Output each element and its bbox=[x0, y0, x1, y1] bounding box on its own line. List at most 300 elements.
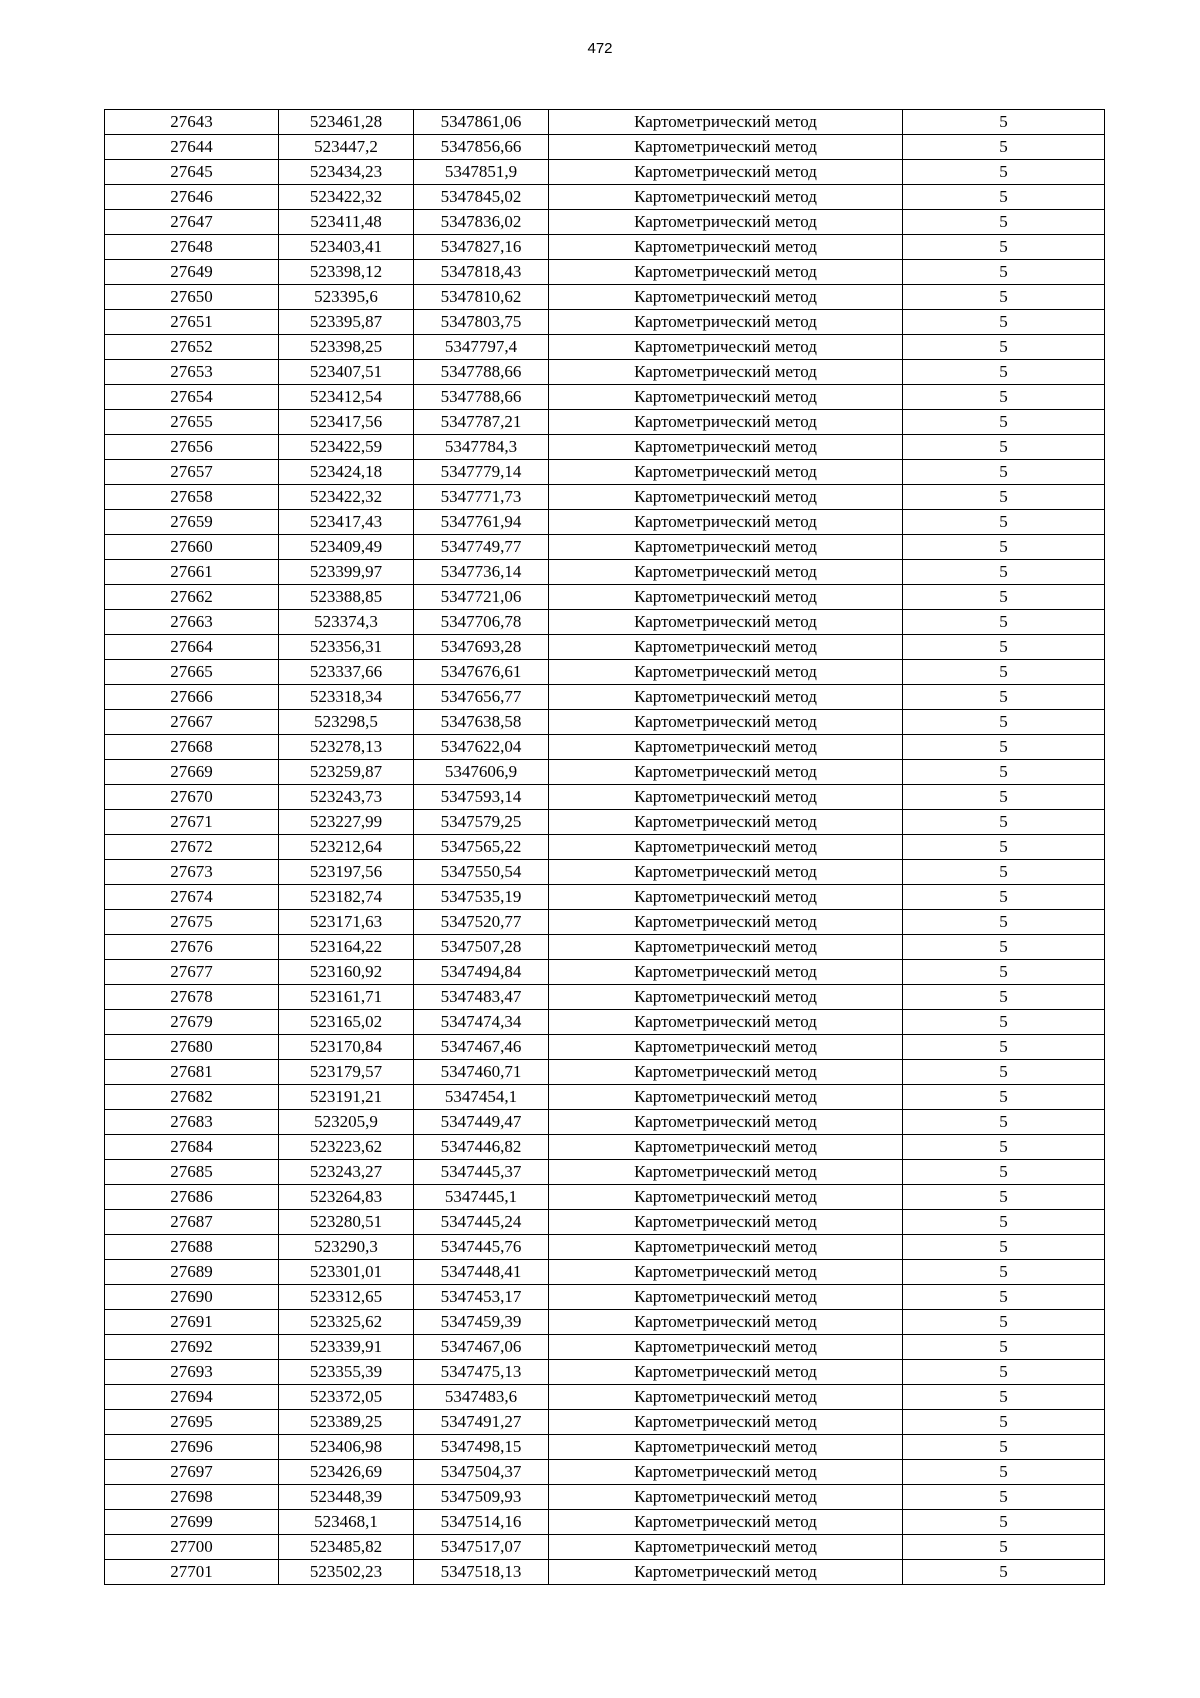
table-row bbox=[105, 1285, 1105, 1310]
point-number-cell: 27675 bbox=[105, 910, 279, 935]
table-row bbox=[105, 935, 1105, 960]
method-cell: Картометрический метод bbox=[549, 810, 903, 835]
x-coordinate-cell: 523409,49 bbox=[279, 535, 414, 560]
method-cell: Картометрический метод bbox=[549, 1410, 903, 1435]
x-coordinate-cell: 523339,91 bbox=[279, 1335, 414, 1360]
point-number-cell: 27674 bbox=[105, 885, 279, 910]
y-coordinate-cell: 5347818,43 bbox=[414, 260, 549, 285]
x-coordinate-cell: 523165,02 bbox=[279, 1010, 414, 1035]
method-cell: Картометрический метод bbox=[549, 310, 903, 335]
accuracy-cell: 5 bbox=[903, 460, 1105, 485]
method-cell: Картометрический метод bbox=[549, 1435, 903, 1460]
point-number-cell: 27694 bbox=[105, 1385, 279, 1410]
point-number-cell: 27666 bbox=[105, 685, 279, 710]
accuracy-cell: 5 bbox=[903, 1485, 1105, 1510]
method-cell: Картометрический метод bbox=[549, 735, 903, 760]
method-cell: Картометрический метод bbox=[549, 335, 903, 360]
method-cell: Картометрический метод bbox=[549, 1510, 903, 1535]
table-row bbox=[105, 1110, 1105, 1135]
x-coordinate-cell: 523388,85 bbox=[279, 585, 414, 610]
y-coordinate-cell: 5347445,1 bbox=[414, 1185, 549, 1210]
table-row bbox=[105, 1460, 1105, 1485]
point-number-cell: 27683 bbox=[105, 1110, 279, 1135]
point-number-cell: 27699 bbox=[105, 1510, 279, 1535]
table-row bbox=[105, 510, 1105, 535]
x-coordinate-cell: 523312,65 bbox=[279, 1285, 414, 1310]
x-coordinate-cell: 523325,62 bbox=[279, 1310, 414, 1335]
accuracy-cell: 5 bbox=[903, 1185, 1105, 1210]
table-row bbox=[105, 635, 1105, 660]
accuracy-cell: 5 bbox=[903, 260, 1105, 285]
accuracy-cell: 5 bbox=[903, 660, 1105, 685]
table-row bbox=[105, 110, 1105, 135]
y-coordinate-cell: 5347460,71 bbox=[414, 1060, 549, 1085]
y-coordinate-cell: 5347706,78 bbox=[414, 610, 549, 635]
accuracy-cell: 5 bbox=[903, 1385, 1105, 1410]
table-row bbox=[105, 1235, 1105, 1260]
y-coordinate-cell: 5347788,66 bbox=[414, 360, 549, 385]
point-number-cell: 27686 bbox=[105, 1185, 279, 1210]
method-cell: Картометрический метод bbox=[549, 1260, 903, 1285]
x-coordinate-cell: 523243,27 bbox=[279, 1160, 414, 1185]
table-row bbox=[105, 1210, 1105, 1235]
point-number-cell: 27670 bbox=[105, 785, 279, 810]
y-coordinate-cell: 5347810,62 bbox=[414, 285, 549, 310]
method-cell: Картометрический метод bbox=[549, 410, 903, 435]
x-coordinate-cell: 523290,3 bbox=[279, 1235, 414, 1260]
accuracy-cell: 5 bbox=[903, 1210, 1105, 1235]
x-coordinate-cell: 523468,1 bbox=[279, 1510, 414, 1535]
x-coordinate-cell: 523223,62 bbox=[279, 1135, 414, 1160]
table-row bbox=[105, 410, 1105, 435]
table-row bbox=[105, 1435, 1105, 1460]
point-number-cell: 27682 bbox=[105, 1085, 279, 1110]
accuracy-cell: 5 bbox=[903, 1010, 1105, 1035]
point-number-cell: 27701 bbox=[105, 1560, 279, 1585]
table-row bbox=[105, 1135, 1105, 1160]
x-coordinate-cell: 523318,34 bbox=[279, 685, 414, 710]
method-cell: Картометрический метод bbox=[549, 185, 903, 210]
accuracy-cell: 5 bbox=[903, 310, 1105, 335]
y-coordinate-cell: 5347445,76 bbox=[414, 1235, 549, 1260]
table-row bbox=[105, 1410, 1105, 1435]
point-number-cell: 27692 bbox=[105, 1335, 279, 1360]
accuracy-cell: 5 bbox=[903, 135, 1105, 160]
y-coordinate-cell: 5347445,24 bbox=[414, 1210, 549, 1235]
y-coordinate-cell: 5347856,66 bbox=[414, 135, 549, 160]
accuracy-cell: 5 bbox=[903, 485, 1105, 510]
point-number-cell: 27668 bbox=[105, 735, 279, 760]
y-coordinate-cell: 5347638,58 bbox=[414, 710, 549, 735]
method-cell: Картометрический метод bbox=[549, 1110, 903, 1135]
table-row bbox=[105, 910, 1105, 935]
y-coordinate-cell: 5347459,39 bbox=[414, 1310, 549, 1335]
point-number-cell: 27658 bbox=[105, 485, 279, 510]
method-cell: Картометрический метод bbox=[549, 1335, 903, 1360]
method-cell: Картометрический метод bbox=[549, 610, 903, 635]
point-number-cell: 27665 bbox=[105, 660, 279, 685]
method-cell: Картометрический метод bbox=[549, 135, 903, 160]
x-coordinate-cell: 523170,84 bbox=[279, 1035, 414, 1060]
table-row bbox=[105, 285, 1105, 310]
point-number-cell: 27659 bbox=[105, 510, 279, 535]
accuracy-cell: 5 bbox=[903, 1035, 1105, 1060]
y-coordinate-cell: 5347475,13 bbox=[414, 1360, 549, 1385]
accuracy-cell: 5 bbox=[903, 1535, 1105, 1560]
accuracy-cell: 5 bbox=[903, 1260, 1105, 1285]
table-row bbox=[105, 860, 1105, 885]
table-row bbox=[105, 1335, 1105, 1360]
point-number-cell: 27644 bbox=[105, 135, 279, 160]
accuracy-cell: 5 bbox=[903, 335, 1105, 360]
method-cell: Картометрический метод bbox=[549, 885, 903, 910]
y-coordinate-cell: 5347851,9 bbox=[414, 160, 549, 185]
method-cell: Картометрический метод bbox=[549, 110, 903, 135]
x-coordinate-cell: 523395,6 bbox=[279, 285, 414, 310]
y-coordinate-cell: 5347803,75 bbox=[414, 310, 549, 335]
point-number-cell: 27669 bbox=[105, 760, 279, 785]
accuracy-cell: 5 bbox=[903, 685, 1105, 710]
method-cell: Картометрический метод bbox=[549, 1485, 903, 1510]
y-coordinate-cell: 5347579,25 bbox=[414, 810, 549, 835]
accuracy-cell: 5 bbox=[903, 1335, 1105, 1360]
table-row bbox=[105, 1160, 1105, 1185]
point-number-cell: 27687 bbox=[105, 1210, 279, 1235]
x-coordinate-cell: 523278,13 bbox=[279, 735, 414, 760]
table-row bbox=[105, 1060, 1105, 1085]
point-number-cell: 27677 bbox=[105, 960, 279, 985]
y-coordinate-cell: 5347861,06 bbox=[414, 110, 549, 135]
table-row bbox=[105, 1185, 1105, 1210]
y-coordinate-cell: 5347749,77 bbox=[414, 535, 549, 560]
point-number-cell: 27688 bbox=[105, 1235, 279, 1260]
table-row bbox=[105, 735, 1105, 760]
y-coordinate-cell: 5347498,15 bbox=[414, 1435, 549, 1460]
x-coordinate-cell: 523424,18 bbox=[279, 460, 414, 485]
accuracy-cell: 5 bbox=[903, 785, 1105, 810]
x-coordinate-cell: 523160,92 bbox=[279, 960, 414, 985]
x-coordinate-cell: 523399,97 bbox=[279, 560, 414, 585]
y-coordinate-cell: 5347676,61 bbox=[414, 660, 549, 685]
method-cell: Картометрический метод bbox=[549, 585, 903, 610]
x-coordinate-cell: 523243,73 bbox=[279, 785, 414, 810]
y-coordinate-cell: 5347445,37 bbox=[414, 1160, 549, 1185]
point-number-cell: 27679 bbox=[105, 1010, 279, 1035]
x-coordinate-cell: 523164,22 bbox=[279, 935, 414, 960]
x-coordinate-cell: 523417,56 bbox=[279, 410, 414, 435]
point-number-cell: 27662 bbox=[105, 585, 279, 610]
point-number-cell: 27672 bbox=[105, 835, 279, 860]
table-row bbox=[105, 585, 1105, 610]
point-number-cell: 27649 bbox=[105, 260, 279, 285]
method-cell: Картометрический метод bbox=[549, 1360, 903, 1385]
point-number-cell: 27684 bbox=[105, 1135, 279, 1160]
method-cell: Картометрический метод bbox=[549, 160, 903, 185]
page-number: 472 bbox=[587, 40, 613, 57]
table-row bbox=[105, 1560, 1105, 1585]
point-number-cell: 27671 bbox=[105, 810, 279, 835]
table-row bbox=[105, 485, 1105, 510]
y-coordinate-cell: 5347693,28 bbox=[414, 635, 549, 660]
y-coordinate-cell: 5347467,46 bbox=[414, 1035, 549, 1060]
method-cell: Картометрический метод bbox=[549, 1160, 903, 1185]
y-coordinate-cell: 5347517,07 bbox=[414, 1535, 549, 1560]
method-cell: Картометрический метод bbox=[549, 835, 903, 860]
method-cell: Картометрический метод bbox=[549, 1535, 903, 1560]
y-coordinate-cell: 5347474,34 bbox=[414, 1010, 549, 1035]
point-number-cell: 27661 bbox=[105, 560, 279, 585]
table-row bbox=[105, 1535, 1105, 1560]
method-cell: Картометрический метод bbox=[549, 535, 903, 560]
method-cell: Картометрический метод bbox=[549, 510, 903, 535]
table-row bbox=[105, 885, 1105, 910]
accuracy-cell: 5 bbox=[903, 585, 1105, 610]
x-coordinate-cell: 523398,12 bbox=[279, 260, 414, 285]
accuracy-cell: 5 bbox=[903, 1360, 1105, 1385]
x-coordinate-cell: 523447,2 bbox=[279, 135, 414, 160]
accuracy-cell: 5 bbox=[903, 835, 1105, 860]
method-cell: Картометрический метод bbox=[549, 1035, 903, 1060]
accuracy-cell: 5 bbox=[903, 1085, 1105, 1110]
method-cell: Картометрический метод bbox=[549, 1085, 903, 1110]
accuracy-cell: 5 bbox=[903, 810, 1105, 835]
x-coordinate-cell: 523426,69 bbox=[279, 1460, 414, 1485]
x-coordinate-cell: 523412,54 bbox=[279, 385, 414, 410]
x-coordinate-cell: 523502,23 bbox=[279, 1560, 414, 1585]
point-number-cell: 27651 bbox=[105, 310, 279, 335]
method-cell: Картометрический метод bbox=[549, 235, 903, 260]
y-coordinate-cell: 5347784,3 bbox=[414, 435, 549, 460]
y-coordinate-cell: 5347509,93 bbox=[414, 1485, 549, 1510]
y-coordinate-cell: 5347507,28 bbox=[414, 935, 549, 960]
point-number-cell: 27664 bbox=[105, 635, 279, 660]
table-row bbox=[105, 360, 1105, 385]
x-coordinate-cell: 523485,82 bbox=[279, 1535, 414, 1560]
table-row bbox=[105, 210, 1105, 235]
point-number-cell: 27695 bbox=[105, 1410, 279, 1435]
x-coordinate-cell: 523395,87 bbox=[279, 310, 414, 335]
method-cell: Картометрический метод bbox=[549, 1135, 903, 1160]
point-number-cell: 27700 bbox=[105, 1535, 279, 1560]
method-cell: Картометрический метод bbox=[549, 1235, 903, 1260]
table-row bbox=[105, 810, 1105, 835]
coordinates-table-body bbox=[105, 110, 1105, 1585]
y-coordinate-cell: 5347593,14 bbox=[414, 785, 549, 810]
method-cell: Картометрический метод bbox=[549, 760, 903, 785]
x-coordinate-cell: 523372,05 bbox=[279, 1385, 414, 1410]
y-coordinate-cell: 5347454,1 bbox=[414, 1085, 549, 1110]
point-number-cell: 27656 bbox=[105, 435, 279, 460]
table-row bbox=[105, 1310, 1105, 1335]
x-coordinate-cell: 523259,87 bbox=[279, 760, 414, 785]
table-row bbox=[105, 685, 1105, 710]
y-coordinate-cell: 5347656,77 bbox=[414, 685, 549, 710]
accuracy-cell: 5 bbox=[903, 110, 1105, 135]
accuracy-cell: 5 bbox=[903, 860, 1105, 885]
table-row bbox=[105, 385, 1105, 410]
accuracy-cell: 5 bbox=[903, 210, 1105, 235]
point-number-cell: 27673 bbox=[105, 860, 279, 885]
y-coordinate-cell: 5347721,06 bbox=[414, 585, 549, 610]
y-coordinate-cell: 5347787,21 bbox=[414, 410, 549, 435]
table-row bbox=[105, 1085, 1105, 1110]
table-row bbox=[105, 160, 1105, 185]
y-coordinate-cell: 5347448,41 bbox=[414, 1260, 549, 1285]
point-number-cell: 27645 bbox=[105, 160, 279, 185]
accuracy-cell: 5 bbox=[903, 760, 1105, 785]
method-cell: Картометрический метод bbox=[549, 385, 903, 410]
y-coordinate-cell: 5347514,16 bbox=[414, 1510, 549, 1535]
method-cell: Картометрический метод bbox=[549, 1310, 903, 1335]
accuracy-cell: 5 bbox=[903, 1435, 1105, 1460]
table-row bbox=[105, 1510, 1105, 1535]
point-number-cell: 27693 bbox=[105, 1360, 279, 1385]
y-coordinate-cell: 5347446,82 bbox=[414, 1135, 549, 1160]
table-row bbox=[105, 535, 1105, 560]
method-cell: Картометрический метод bbox=[549, 685, 903, 710]
table-row bbox=[105, 260, 1105, 285]
y-coordinate-cell: 5347836,02 bbox=[414, 210, 549, 235]
x-coordinate-cell: 523298,5 bbox=[279, 710, 414, 735]
x-coordinate-cell: 523417,43 bbox=[279, 510, 414, 535]
point-number-cell: 27660 bbox=[105, 535, 279, 560]
table-row bbox=[105, 135, 1105, 160]
accuracy-cell: 5 bbox=[903, 1160, 1105, 1185]
x-coordinate-cell: 523191,21 bbox=[279, 1085, 414, 1110]
accuracy-cell: 5 bbox=[903, 435, 1105, 460]
x-coordinate-cell: 523171,63 bbox=[279, 910, 414, 935]
point-number-cell: 27646 bbox=[105, 185, 279, 210]
x-coordinate-cell: 523280,51 bbox=[279, 1210, 414, 1235]
accuracy-cell: 5 bbox=[903, 1235, 1105, 1260]
method-cell: Картометрический метод bbox=[549, 485, 903, 510]
accuracy-cell: 5 bbox=[903, 1560, 1105, 1585]
y-coordinate-cell: 5347788,66 bbox=[414, 385, 549, 410]
x-coordinate-cell: 523422,32 bbox=[279, 185, 414, 210]
accuracy-cell: 5 bbox=[903, 185, 1105, 210]
table-row bbox=[105, 1260, 1105, 1285]
y-coordinate-cell: 5347467,06 bbox=[414, 1335, 549, 1360]
point-number-cell: 27696 bbox=[105, 1435, 279, 1460]
accuracy-cell: 5 bbox=[903, 610, 1105, 635]
table-row bbox=[105, 785, 1105, 810]
method-cell: Картометрический метод bbox=[549, 1285, 903, 1310]
accuracy-cell: 5 bbox=[903, 560, 1105, 585]
accuracy-cell: 5 bbox=[903, 1410, 1105, 1435]
x-coordinate-cell: 523434,23 bbox=[279, 160, 414, 185]
y-coordinate-cell: 5347761,94 bbox=[414, 510, 549, 535]
x-coordinate-cell: 523407,51 bbox=[279, 360, 414, 385]
table-row bbox=[105, 235, 1105, 260]
table-row bbox=[105, 960, 1105, 985]
point-number-cell: 27678 bbox=[105, 985, 279, 1010]
accuracy-cell: 5 bbox=[903, 1460, 1105, 1485]
x-coordinate-cell: 523161,71 bbox=[279, 985, 414, 1010]
method-cell: Картометрический метод bbox=[549, 260, 903, 285]
table-row bbox=[105, 660, 1105, 685]
point-number-cell: 27663 bbox=[105, 610, 279, 635]
x-coordinate-cell: 523182,74 bbox=[279, 885, 414, 910]
table-row bbox=[105, 1485, 1105, 1510]
table-row bbox=[105, 185, 1105, 210]
method-cell: Картометрический метод bbox=[549, 460, 903, 485]
point-number-cell: 27676 bbox=[105, 935, 279, 960]
accuracy-cell: 5 bbox=[903, 635, 1105, 660]
x-coordinate-cell: 523264,83 bbox=[279, 1185, 414, 1210]
method-cell: Картометрический метод bbox=[549, 635, 903, 660]
point-number-cell: 27667 bbox=[105, 710, 279, 735]
method-cell: Картометрический метод bbox=[549, 1010, 903, 1035]
method-cell: Картометрический метод bbox=[549, 710, 903, 735]
method-cell: Картометрический метод bbox=[549, 910, 903, 935]
y-coordinate-cell: 5347518,13 bbox=[414, 1560, 549, 1585]
method-cell: Картометрический метод bbox=[549, 1210, 903, 1235]
point-number-cell: 27643 bbox=[105, 110, 279, 135]
accuracy-cell: 5 bbox=[903, 385, 1105, 410]
accuracy-cell: 5 bbox=[903, 1285, 1105, 1310]
x-coordinate-cell: 523398,25 bbox=[279, 335, 414, 360]
y-coordinate-cell: 5347483,6 bbox=[414, 1385, 549, 1410]
y-coordinate-cell: 5347736,14 bbox=[414, 560, 549, 585]
point-number-cell: 27685 bbox=[105, 1160, 279, 1185]
point-number-cell: 27691 bbox=[105, 1310, 279, 1335]
y-coordinate-cell: 5347483,47 bbox=[414, 985, 549, 1010]
accuracy-cell: 5 bbox=[903, 235, 1105, 260]
accuracy-cell: 5 bbox=[903, 510, 1105, 535]
accuracy-cell: 5 bbox=[903, 1135, 1105, 1160]
accuracy-cell: 5 bbox=[903, 410, 1105, 435]
table-row bbox=[105, 610, 1105, 635]
y-coordinate-cell: 5347771,73 bbox=[414, 485, 549, 510]
point-number-cell: 27689 bbox=[105, 1260, 279, 1285]
y-coordinate-cell: 5347845,02 bbox=[414, 185, 549, 210]
table-row bbox=[105, 1035, 1105, 1060]
table-row bbox=[105, 1010, 1105, 1035]
point-number-cell: 27653 bbox=[105, 360, 279, 385]
accuracy-cell: 5 bbox=[903, 1110, 1105, 1135]
y-coordinate-cell: 5347491,27 bbox=[414, 1410, 549, 1435]
accuracy-cell: 5 bbox=[903, 535, 1105, 560]
point-number-cell: 27648 bbox=[105, 235, 279, 260]
accuracy-cell: 5 bbox=[903, 1060, 1105, 1085]
table-row bbox=[105, 335, 1105, 360]
method-cell: Картометрический метод bbox=[549, 435, 903, 460]
y-coordinate-cell: 5347520,77 bbox=[414, 910, 549, 935]
accuracy-cell: 5 bbox=[903, 360, 1105, 385]
table-row bbox=[105, 460, 1105, 485]
x-coordinate-cell: 523227,99 bbox=[279, 810, 414, 835]
x-coordinate-cell: 523461,28 bbox=[279, 110, 414, 135]
y-coordinate-cell: 5347550,54 bbox=[414, 860, 549, 885]
y-coordinate-cell: 5347535,19 bbox=[414, 885, 549, 910]
accuracy-cell: 5 bbox=[903, 735, 1105, 760]
x-coordinate-cell: 523355,39 bbox=[279, 1360, 414, 1385]
point-number-cell: 27655 bbox=[105, 410, 279, 435]
x-coordinate-cell: 523301,01 bbox=[279, 1260, 414, 1285]
method-cell: Картометрический метод bbox=[549, 1060, 903, 1085]
accuracy-cell: 5 bbox=[903, 160, 1105, 185]
y-coordinate-cell: 5347449,47 bbox=[414, 1110, 549, 1135]
table-row bbox=[105, 1360, 1105, 1385]
table-row bbox=[105, 560, 1105, 585]
method-cell: Картометрический метод bbox=[549, 1185, 903, 1210]
method-cell: Картометрический метод bbox=[549, 560, 903, 585]
point-number-cell: 27698 bbox=[105, 1485, 279, 1510]
x-coordinate-cell: 523197,56 bbox=[279, 860, 414, 885]
y-coordinate-cell: 5347504,37 bbox=[414, 1460, 549, 1485]
accuracy-cell: 5 bbox=[903, 1310, 1105, 1335]
method-cell: Картометрический метод bbox=[549, 785, 903, 810]
